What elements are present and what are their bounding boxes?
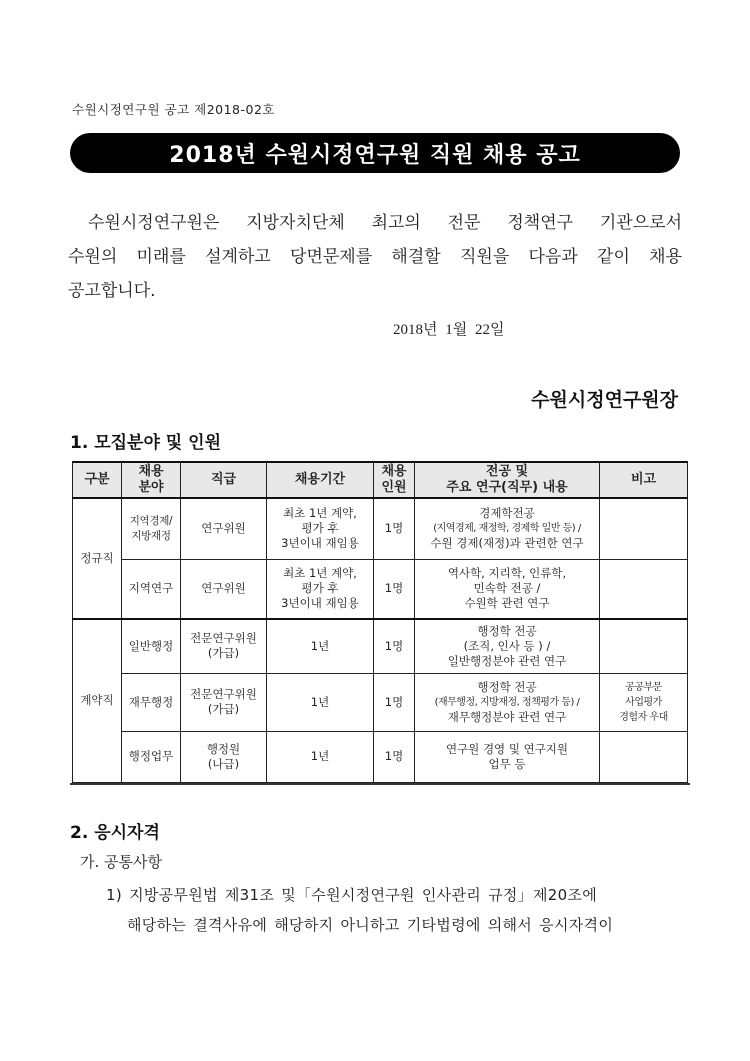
count-cell: 1명 bbox=[374, 559, 415, 619]
item-1-line-2: 해당하는 결격사유에 해당하지 아니하고 기타법령에 의해서 응시자격이 bbox=[127, 916, 614, 934]
cell-line: 전문연구위원 bbox=[190, 687, 257, 701]
category-cell: 계약직 bbox=[73, 619, 122, 782]
cell-line: 3년이내 재임용 bbox=[281, 596, 359, 611]
field-cell: 재무행정 bbox=[122, 673, 181, 731]
table-bottom-rule bbox=[70, 783, 690, 785]
item-1-line-1: 1) 지방공무원법 제31조 및「수원시정연구원 인사관리 규정」제20조에 bbox=[106, 886, 598, 904]
field-cell: 지역연구 bbox=[122, 559, 181, 619]
cell-line: (재무행정, 지방재정, 정책평가 등) / bbox=[434, 696, 580, 708]
cell-line: 사업평가 bbox=[625, 696, 662, 708]
header-content bbox=[415, 462, 600, 498]
period-cell: 1년 bbox=[267, 673, 374, 731]
page-title: 2018년 수원시정연구원 직원 채용 공고 bbox=[169, 142, 581, 168]
cell-line: 전문연구위원 bbox=[190, 631, 257, 646]
note-cell bbox=[600, 731, 688, 782]
content-cell bbox=[415, 559, 600, 619]
note-cell bbox=[600, 498, 688, 559]
header-content-line: 주요 연구(직무) 내용 bbox=[446, 480, 568, 495]
period-cell bbox=[267, 559, 374, 619]
grade-cell bbox=[181, 619, 267, 673]
field-cell bbox=[122, 498, 181, 559]
cell-line: 민속학 전공 / bbox=[473, 581, 541, 596]
count-cell: 1명 bbox=[374, 731, 415, 782]
cell-line: 수원 경제(재정)과 관련한 연구 bbox=[430, 536, 584, 551]
header-field bbox=[122, 462, 181, 498]
title-banner bbox=[70, 133, 680, 173]
header-note: 비고 bbox=[600, 462, 688, 498]
period-cell bbox=[267, 498, 374, 559]
cell-line: 지방재정 bbox=[131, 529, 171, 542]
field-cell: 일반행정 bbox=[122, 619, 181, 673]
cell-line: 경험자 우대 bbox=[619, 711, 668, 723]
note-cell bbox=[600, 559, 688, 619]
sub-heading-common: 가. 공통사항 bbox=[80, 853, 162, 871]
cell-line: 수원학 관련 연구 bbox=[464, 596, 550, 611]
cell-line: 업무 등 bbox=[488, 756, 526, 771]
cell-line: 최초 1년 계약, bbox=[283, 506, 357, 521]
cell-line: (가급) bbox=[207, 702, 240, 716]
cell-line: 역사학, 지리학, 인류학, bbox=[447, 566, 567, 581]
note-cell bbox=[600, 619, 688, 673]
grade-cell bbox=[181, 673, 267, 731]
cell-line: 공공부문 bbox=[625, 681, 662, 693]
header-period: 채용기간 bbox=[267, 462, 374, 498]
content-cell bbox=[415, 498, 600, 559]
note-cell bbox=[600, 673, 688, 731]
cell-line: 행정학 전공 bbox=[477, 623, 537, 638]
grade-cell: 연구위원 bbox=[181, 498, 267, 559]
intro-line-1: 수원시정연구원은 지방자치단체 최고의 전문 정책연구 기관으로서 bbox=[88, 213, 682, 233]
content-cell bbox=[415, 673, 600, 731]
announcement-date: 2018년 1월 22일 bbox=[393, 322, 505, 338]
table-header-row bbox=[73, 462, 688, 498]
cell-line: (나급) bbox=[207, 756, 240, 771]
table-row bbox=[73, 673, 688, 731]
cell-line: 평가 후 bbox=[301, 521, 339, 536]
header-grade: 직급 bbox=[181, 462, 267, 498]
count-cell: 1명 bbox=[374, 673, 415, 731]
cell-line: 평가 후 bbox=[301, 581, 339, 596]
table-row bbox=[73, 731, 688, 782]
count-cell: 1명 bbox=[374, 498, 415, 559]
cell-line: (지역경제, 재정학, 경제학 일반 등) / bbox=[433, 523, 581, 535]
table-row bbox=[73, 498, 688, 559]
header-content-line: 전공 및 bbox=[485, 464, 529, 479]
recruitment-table bbox=[72, 461, 688, 783]
cell-line: (가급) bbox=[207, 646, 240, 661]
cell-line: 3년이내 재임용 bbox=[281, 536, 359, 551]
intro-line-3: 공고합니다. bbox=[68, 281, 156, 301]
intro-paragraph bbox=[68, 206, 682, 274]
content-cell bbox=[415, 619, 600, 673]
grade-cell: 연구위원 bbox=[181, 559, 267, 619]
cell-line: 일반행정분야 관련 연구 bbox=[447, 653, 567, 668]
header-count bbox=[374, 462, 415, 498]
cell-line: 경제학전공 bbox=[479, 506, 535, 521]
period-cell: 1년 bbox=[267, 731, 374, 782]
count-cell: 1명 bbox=[374, 619, 415, 673]
table-row bbox=[73, 559, 688, 619]
table-row bbox=[73, 619, 688, 673]
cell-line: (조직, 인사 등 ) / bbox=[463, 638, 551, 653]
cell-line: 재무행정분야 관련 연구 bbox=[447, 709, 567, 724]
content-cell bbox=[415, 731, 600, 782]
header-field-line: 분야 bbox=[138, 480, 164, 495]
cell-line: 행정원 bbox=[206, 741, 241, 756]
cell-line: 행정학 전공 bbox=[477, 679, 537, 694]
intro-line-2: 수원의 미래를 설계하고 당면문제를 해결할 직원을 다음과 같이 채용 bbox=[68, 247, 682, 267]
signer: 수원시정연구원장 bbox=[531, 389, 678, 411]
period-cell: 1년 bbox=[267, 619, 374, 673]
field-cell: 행정업무 bbox=[122, 731, 181, 782]
header-count-line: 인원 bbox=[381, 480, 407, 495]
header-field-line: 채용 bbox=[138, 464, 164, 479]
header-count-line: 채용 bbox=[381, 464, 407, 479]
section-1-heading: 1. 모집분야 및 인원 bbox=[70, 433, 221, 453]
grade-cell bbox=[181, 731, 267, 782]
category-cell: 정규직 bbox=[73, 498, 122, 619]
header-category: 구분 bbox=[73, 462, 122, 498]
cell-line: 최초 1년 계약, bbox=[283, 566, 357, 581]
cell-line: 지역경제/ bbox=[129, 514, 173, 527]
cell-line: 연구원 경영 및 연구지원 bbox=[445, 741, 569, 756]
announcement-number: 수원시정연구원 공고 제2018-02호 bbox=[72, 102, 276, 117]
section-2-heading: 2. 응시자격 bbox=[70, 823, 160, 843]
